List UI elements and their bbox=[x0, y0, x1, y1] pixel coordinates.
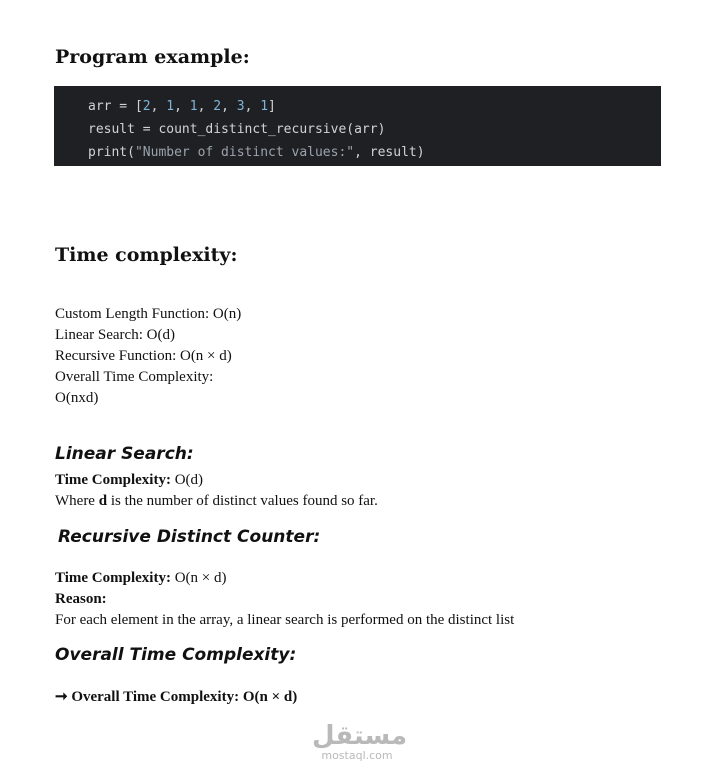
program-example-heading: Program example: bbox=[55, 46, 250, 68]
watermark-arabic-logo: مستقل bbox=[312, 721, 408, 751]
overall-result-line bbox=[55, 687, 297, 708]
overall-value-line: O(nxd) bbox=[55, 390, 99, 406]
code-text: print( bbox=[88, 145, 135, 160]
code-string: "Number of distinct values:" bbox=[134, 145, 355, 160]
recursive-counter-heading: Recursive Distinct Counter: bbox=[58, 527, 321, 547]
arrow-icon: ➞ bbox=[55, 689, 68, 705]
overall-result-text: Overall Time Complexity: O(n × d) bbox=[67, 689, 298, 705]
reason-label: Reason: bbox=[55, 591, 107, 607]
where-suffix: is the number of distinct values found so far. bbox=[107, 493, 378, 509]
recursive-tc-line bbox=[55, 568, 514, 589]
code-line-2: result = count_distinct_recursive(arr) bbox=[88, 122, 386, 137]
code-line-3 bbox=[88, 141, 661, 164]
tc-label: Time Complexity: bbox=[55, 472, 171, 488]
where-prefix: Where bbox=[55, 493, 99, 509]
linear-search-heading: Linear Search: bbox=[55, 444, 194, 464]
code-number: 2 bbox=[142, 99, 151, 114]
code-line-1: arr = [2, 1, 1, 2, 3, 1] bbox=[88, 99, 276, 114]
code-block bbox=[54, 86, 661, 166]
code-text: , result) bbox=[354, 145, 425, 160]
custom-length-line: Custom Length Function: O(n) bbox=[55, 306, 242, 322]
tc-label: Time Complexity: bbox=[55, 570, 171, 586]
linear-search-where-line bbox=[55, 491, 378, 512]
linear-search-tc-line bbox=[55, 470, 378, 491]
tc-value: O(d) bbox=[170, 472, 204, 488]
watermark-url: mostaql.com bbox=[321, 749, 393, 762]
recursive-counter-body bbox=[55, 568, 514, 631]
mostaql-watermark bbox=[312, 721, 408, 762]
overall-label-line: Overall Time Complexity: bbox=[55, 369, 214, 385]
code-number: 1 bbox=[260, 99, 269, 114]
tc-value: O(n × d) bbox=[170, 570, 227, 586]
overall-complexity-heading: Overall Time Complexity: bbox=[55, 645, 297, 665]
code-number: 2 bbox=[213, 99, 222, 114]
code-text: arr = [ bbox=[88, 99, 143, 114]
reason-text-line: For each element in the array, a linear search is performed on the distinct list bbox=[55, 612, 515, 628]
complexity-list bbox=[55, 304, 241, 409]
reason-label-line bbox=[55, 589, 514, 610]
recursive-function-line: Recursive Function: O(n × d) bbox=[55, 348, 232, 364]
linear-search-body bbox=[55, 470, 378, 512]
code-text: ] bbox=[268, 99, 276, 114]
code-number: 1 bbox=[166, 99, 175, 114]
code-number: 1 bbox=[189, 99, 198, 114]
where-variable: d bbox=[98, 493, 108, 509]
code-number: 3 bbox=[236, 99, 245, 114]
time-complexity-heading: Time complexity: bbox=[55, 244, 238, 266]
linear-search-line: Linear Search: O(d) bbox=[55, 327, 175, 343]
